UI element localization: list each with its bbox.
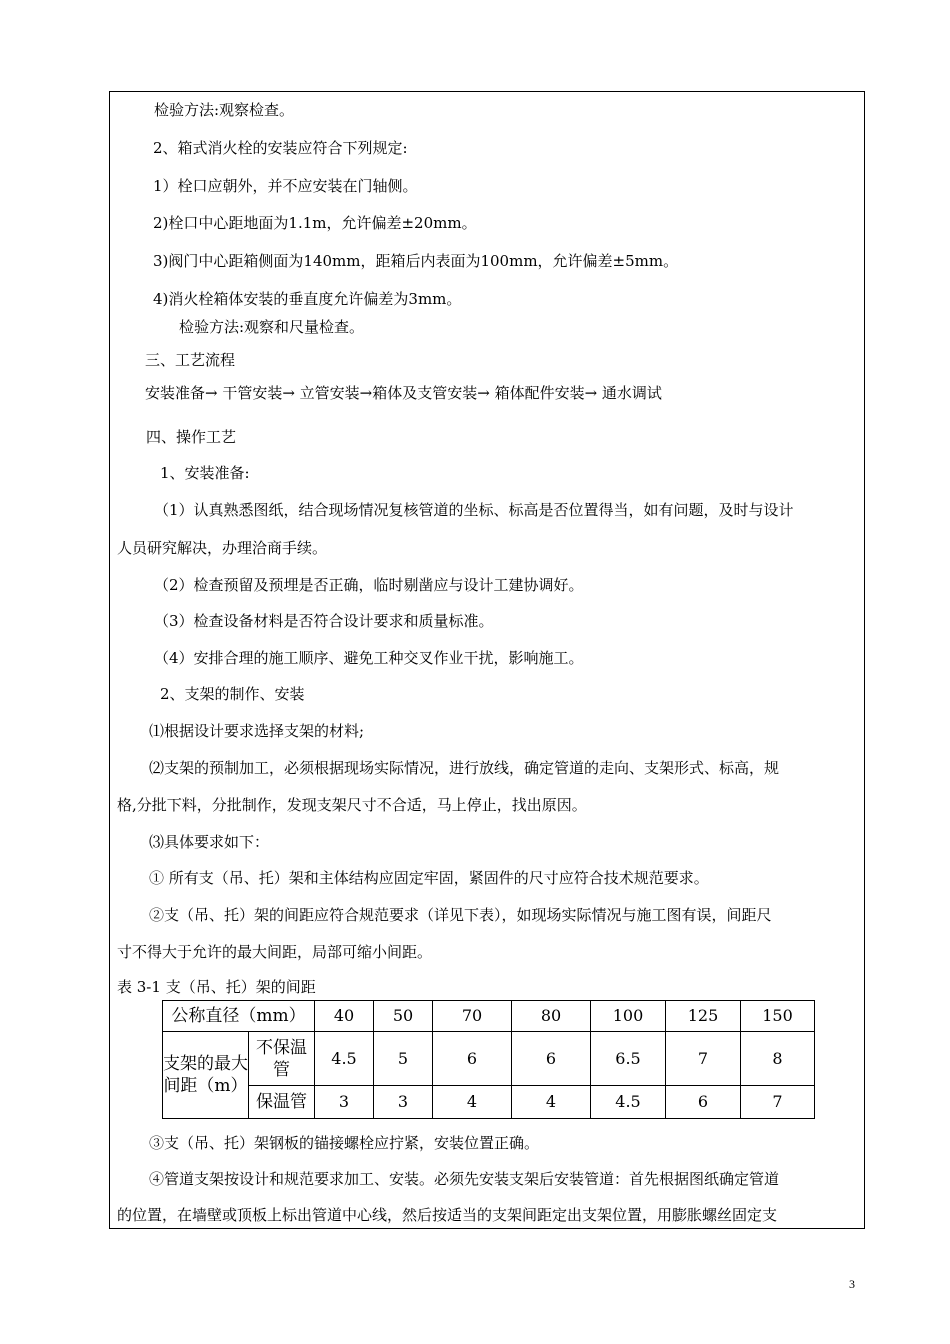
text-line: ⑵支架的预制加工，必须根据现场实际情况，进行放线，确定管道的走向、支架形式、标高，规 [149,759,780,777]
text-line: ②支（吊、托）架的间距应符合规范要求（详见下表），如现场实际情况与施工图有误，间距尺 [149,906,772,924]
diameter-cell: 40 [315,1001,374,1032]
diameter-cell: 100 [591,1001,666,1032]
text-line: 3)阀门中心距箱侧面为140mm，距箱后内表面为100mm，允许偏差±5mm。 [153,252,679,270]
text-line: 1）栓口应朝外，并不应安装在门轴侧。 [153,177,418,195]
text-line: 检验方法:观察和尺量检查。 [179,318,365,336]
text-line: 2)栓口中心距地面为1.1m，允许偏差±20mm。 [153,214,477,232]
section-heading: 三、工艺流程 [145,351,236,369]
text-line: （4）安排合理的施工顺序、避免工种交叉作业干扰，影响施工。 [154,649,584,667]
text-line: ⑴根据设计要求选择支架的材料; [149,722,365,740]
diameter-cell: 50 [374,1001,433,1032]
text-line: （2）检查预留及预埋是否正确，临时剔凿应与设计工建协调好。 [154,576,584,594]
text-line: （3）检查设备材料是否符合设计要求和质量标准。 [154,612,494,630]
nominal-diameter-header: 公称直径（mm） [163,1001,315,1032]
uninsulated-pipe-label: 不保温管 [249,1032,315,1086]
page-number: 3 [849,1277,855,1291]
text-line: 格,分批下料，分批制作，发现支架尺寸不合适，马上停止，找出原因。 [117,796,587,814]
max-spacing-label: 支架的最大间距（m） [163,1032,249,1119]
text-line: ③支（吊、托）架钢板的锚接螺栓应拧紧，安装位置正确。 [149,1134,540,1152]
table-caption: 表 3-1 支（吊、托）架的间距 [117,978,316,996]
spacing-cell: 6.5 [591,1032,666,1086]
insulated-pipe-label: 保温管 [249,1086,315,1119]
support-spacing-table [162,1000,815,1119]
spacing-cell: 4 [512,1086,591,1119]
spacing-cell: 5 [374,1032,433,1086]
text-line: 寸不得大于允许的最大间距，局部可缩小间距。 [117,943,433,961]
spacing-cell: 4.5 [315,1032,374,1086]
spacing-cell: 7 [666,1032,741,1086]
section-heading: 四、操作工艺 [146,428,237,446]
text-line: ⑶具体要求如下： [149,833,270,851]
text-line: 4)消火栓箱体安装的垂直度允许偏差为3mm。 [153,290,462,308]
text-line: 人员研究解决，办理洽商手续。 [117,539,328,557]
text-line: 的位置，在墙壁或顶板上标出管道中心线，然后按适当的支架间距定出支架位置，用膨胀螺丝固定支 [117,1206,778,1224]
spacing-cell: 4 [433,1086,512,1119]
diameter-cell: 70 [433,1001,512,1032]
spacing-cell: 8 [741,1032,815,1086]
spacing-cell: 6 [433,1032,512,1086]
text-line: ① 所有支（吊、托）架和主体结构应固定牢固，紧固件的尺寸应符合技术规范要求。 [149,869,709,887]
diameter-cell: 125 [666,1001,741,1032]
diameter-cell: 80 [512,1001,591,1032]
spacing-cell: 3 [315,1086,374,1119]
spacing-cell: 7 [741,1086,815,1119]
process-flow: 安装准备→ 干管安装→ 立管安装→箱体及支管安装→ 箱体配件安装→ 通水调试 [145,384,662,402]
spacing-cell: 6 [512,1032,591,1086]
diameter-cell: 150 [741,1001,815,1032]
text-line: 检验方法:观察检查。 [154,101,295,119]
text-line: （1）认真熟悉图纸，结合现场情况复核管道的坐标、标高是否位置得当，如有问题，及时与设计 [154,501,794,519]
text-line: 1、安装准备: [160,464,250,482]
text-line: ④管道支架按设计和规范要求加工、安装。必须先安装支架后安装管道：首先根据图纸确定管道 [149,1170,780,1188]
spacing-cell: 4.5 [591,1086,666,1119]
spacing-cell: 6 [666,1086,741,1119]
spacing-cell: 3 [374,1086,433,1119]
text-line: 2、支架的制作、安装 [160,685,305,703]
text-line: 2、箱式消火栓的安装应符合下列规定: [153,139,408,157]
